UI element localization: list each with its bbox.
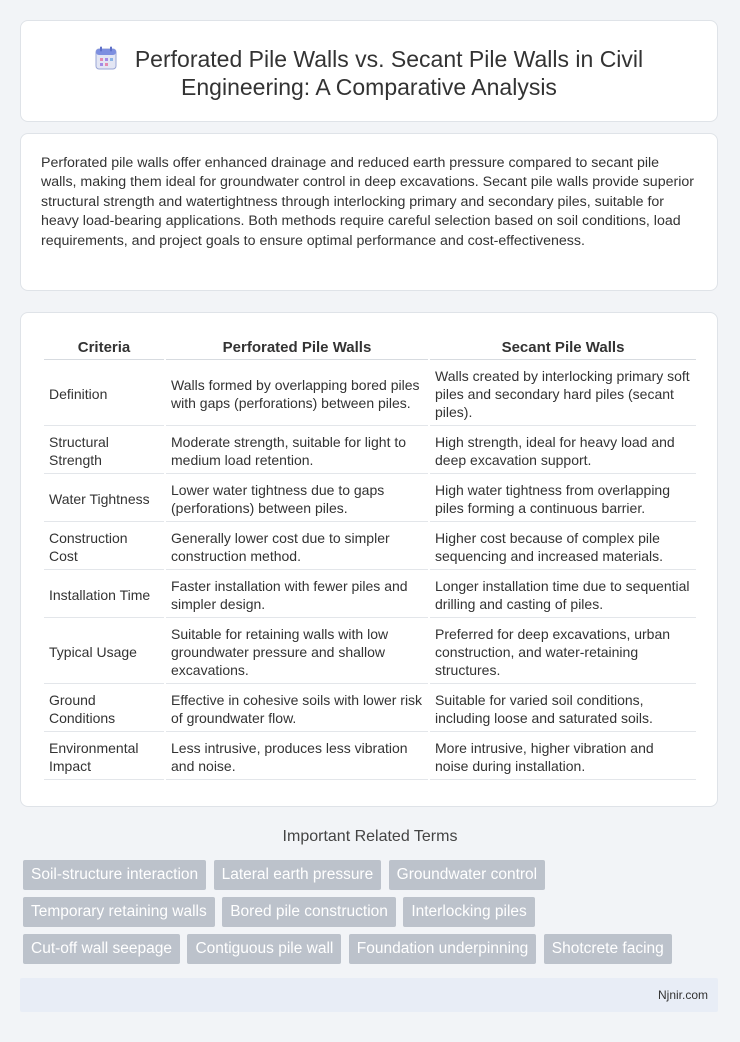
perforated-cell: Faster installation with fewer piles and simpler design.	[166, 572, 428, 618]
footer	[20, 978, 718, 1012]
table-row	[44, 620, 696, 684]
criteria-cell: Environmental Impact	[44, 734, 164, 780]
criteria-cell: Construction Cost	[44, 524, 164, 570]
table-row	[44, 476, 696, 522]
related-term-tag[interactable]: Shotcrete facing	[544, 934, 672, 964]
footer-site-link[interactable]: Njnir.com	[657, 988, 708, 1002]
intro-paragraph: Perforated pile walls offer enhanced drainage and reduced earth pressure compared to secant pile walls, making them ideal for groundwater control in deep excavations. Secant pile walls provide superior structural strength and watertightness through interlocking primary and secondary piles, suitable for heavy load-bearing applications. Both methods require careful selection based on soil conditions, load requirements, and project goals to ensure optimal performance and cost-effectiveness.	[41, 155, 694, 249]
page-title	[21, 45, 717, 101]
criteria-cell: Structural Strength	[44, 428, 164, 474]
perforated-cell: Less intrusive, produces less vibration and noise.	[166, 734, 428, 780]
related-terms-title: Important Related Terms	[282, 828, 458, 845]
perforated-cell: Walls formed by overlapping bored piles with gaps (perforations) between piles.	[166, 362, 428, 426]
related-term-tag[interactable]: Lateral earth pressure	[214, 860, 382, 890]
table-header-row	[44, 335, 696, 360]
header-secant: Secant Pile Walls	[430, 335, 696, 360]
related-term-tag[interactable]: Interlocking piles	[403, 897, 534, 927]
criteria-cell: Typical Usage	[44, 620, 164, 684]
criteria-cell: Water Tightness	[44, 476, 164, 522]
table-row	[44, 428, 696, 474]
table-row	[44, 524, 696, 570]
intro-card	[20, 133, 718, 291]
perforated-cell: Effective in cohesive soils with lower risk of groundwater flow.	[166, 686, 428, 732]
table-row	[44, 362, 696, 426]
table-row	[44, 572, 696, 618]
header-perforated: Perforated Pile Walls	[166, 335, 428, 360]
calendar-grid-icon	[95, 46, 117, 70]
related-term-tag[interactable]: Foundation underpinning	[349, 934, 537, 964]
title-card	[20, 20, 718, 122]
header-criteria: Criteria	[44, 335, 164, 360]
secant-cell: High strength, ideal for heavy load and deep excavation support.	[430, 428, 696, 474]
comparison-table-card	[20, 312, 718, 807]
perforated-cell: Lower water tightness due to gaps (perforations) between piles.	[166, 476, 428, 522]
tag-row	[23, 860, 713, 897]
criteria-cell: Ground Conditions	[44, 686, 164, 732]
related-term-tag[interactable]: Contiguous pile wall	[187, 934, 341, 964]
secant-cell: Walls created by interlocking primary soft piles and secondary hard piles (secant piles).	[430, 362, 696, 426]
perforated-cell: Generally lower cost due to simpler construction method.	[166, 524, 428, 570]
table-row	[44, 734, 696, 780]
criteria-cell: Installation Time	[44, 572, 164, 618]
related-term-tag[interactable]: Cut-off wall seepage	[23, 934, 180, 964]
related-terms-list	[23, 860, 713, 971]
page-title-text: Perforated Pile Walls vs. Secant Pile Walls in Civil Engineering: A Comparative Analysis	[134, 46, 644, 100]
comparison-table	[42, 333, 698, 782]
related-term-tag[interactable]: Groundwater control	[389, 860, 545, 890]
secant-cell: More intrusive, higher vibration and noise during installation.	[430, 734, 696, 780]
secant-cell: Higher cost because of complex pile sequencing and increased materials.	[430, 524, 696, 570]
related-term-tag[interactable]: Bored pile construction	[222, 897, 396, 927]
tag-row	[23, 934, 713, 971]
related-term-tag[interactable]: Soil-structure interaction	[23, 860, 206, 890]
secant-cell: Longer installation time due to sequential drilling and casting of piles.	[430, 572, 696, 618]
perforated-cell: Suitable for retaining walls with low groundwater pressure and shallow excavations.	[166, 620, 428, 684]
tag-row	[23, 897, 713, 934]
secant-cell: Suitable for varied soil conditions, including loose and saturated soils.	[430, 686, 696, 732]
secant-cell: High water tightness from overlapping piles forming a continuous barrier.	[430, 476, 696, 522]
table-row	[44, 686, 696, 732]
perforated-cell: Moderate strength, suitable for light to medium load retention.	[166, 428, 428, 474]
secant-cell: Preferred for deep excavations, urban construction, and water-retaining structures.	[430, 620, 696, 684]
related-term-tag[interactable]: Temporary retaining walls	[23, 897, 215, 927]
criteria-cell: Definition	[44, 362, 164, 426]
